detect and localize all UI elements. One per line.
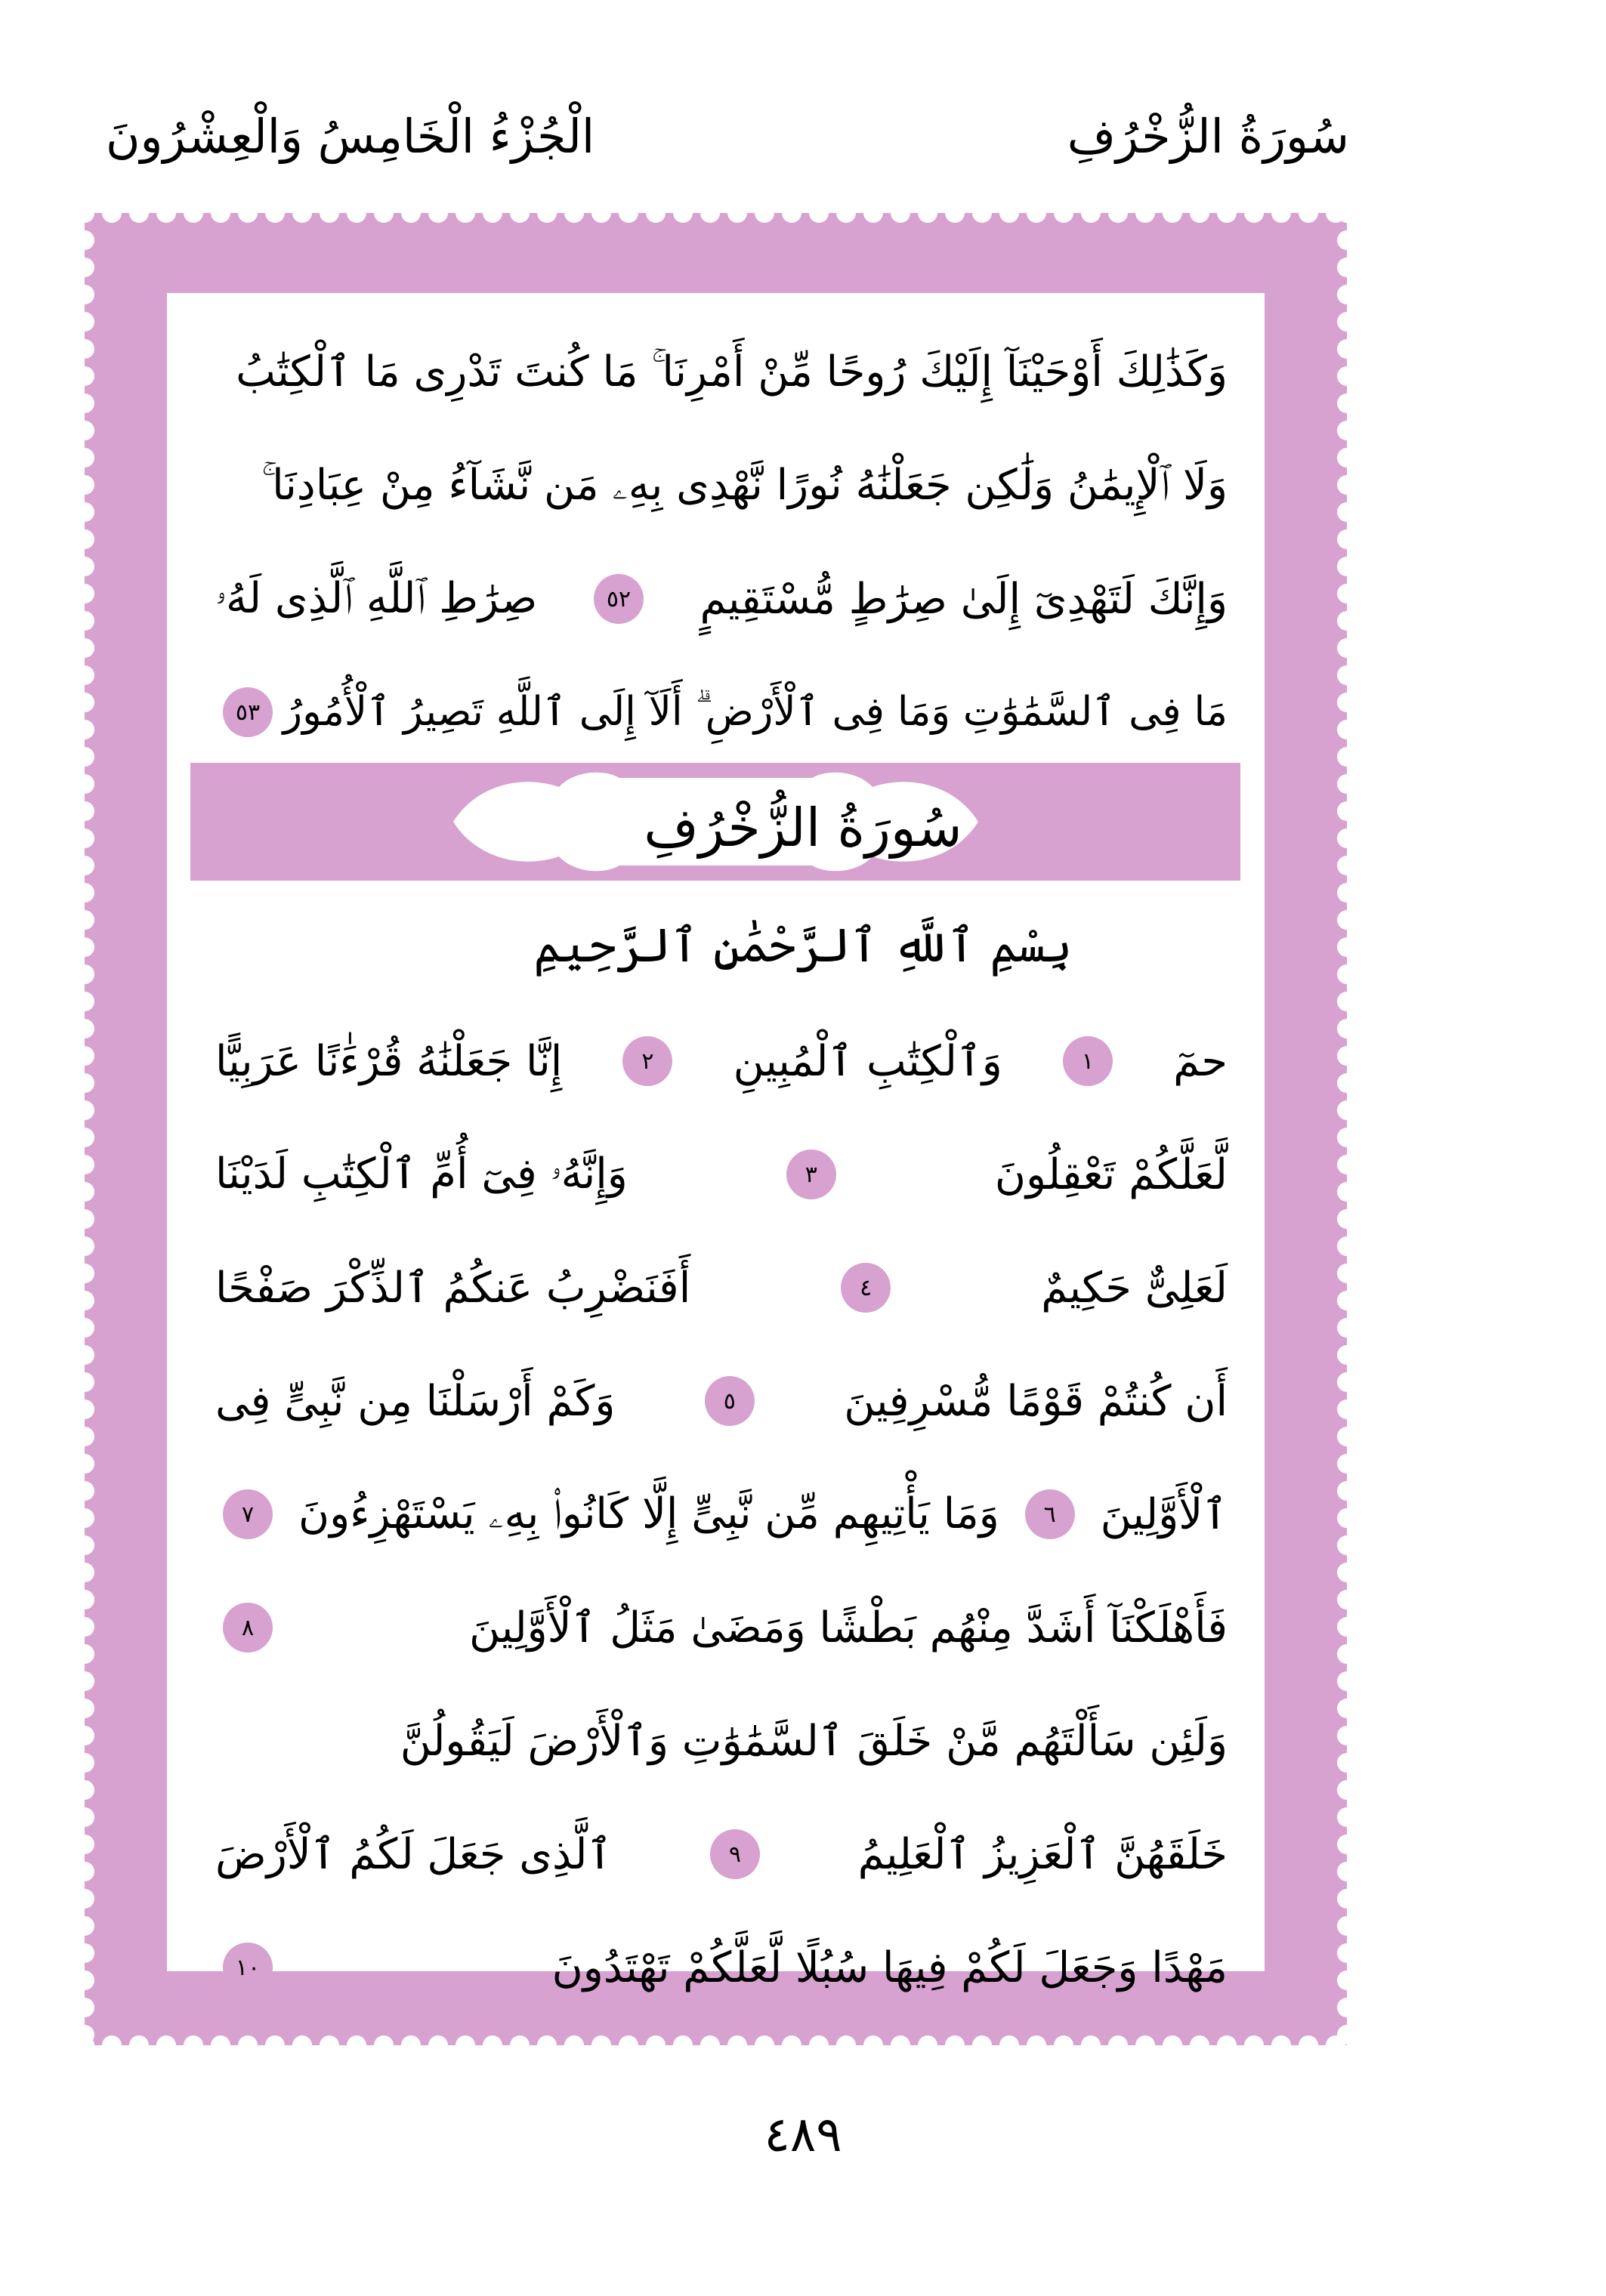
scallop-dot: [1337, 1073, 1356, 1093]
scallop-dot: [1337, 1291, 1356, 1310]
scallop-dot: [1337, 1508, 1356, 1528]
scallop-dot: [129, 204, 149, 223]
scallop-dot: [76, 1400, 94, 1419]
scallop-dot: [1081, 204, 1101, 223]
scallop-dot: [76, 1481, 94, 1501]
verse-text: ٱلْأَوَّلِينَ: [1100, 1489, 1228, 1539]
scallop-dot: [76, 883, 94, 903]
verse-line: [215, 1571, 1228, 1684]
verse-text: مَا فِى ٱلسَّمَٰوَٰتِ وَمَا فِى ٱلْأَرْضِ ۗ أَلَآ إِلَى ٱللَّهِ تَصِيرُ ٱلْأُمُورُ: [283, 689, 1228, 735]
scallop-dot: [1163, 2035, 1182, 2054]
scallop-dot: [564, 2035, 584, 2054]
verse-text: وَإِنَّكَ لَتَهْدِىٓ إِلَىٰ صِرَٰطٍ مُّسْتَقِيمٍ: [700, 574, 1228, 624]
scallop-dot: [1337, 1644, 1356, 1664]
scallop-dot: [156, 204, 176, 223]
scallop-dot: [483, 2035, 502, 2054]
scallop-dot: [1244, 204, 1264, 223]
scallop-dot: [1054, 204, 1073, 223]
scallop-dot: [809, 204, 829, 223]
scallop-dot: [891, 2035, 910, 2054]
verse-line: [215, 1344, 1228, 1458]
verse-text: أَفَنَضْرِبُ عَنكُمُ ٱلذِّكْرَ صَفْحًا: [215, 1263, 691, 1313]
scallop-dot: [265, 204, 285, 223]
scallop-dot: [537, 204, 557, 223]
scallop-dot: [863, 204, 883, 223]
scallop-dot: [1337, 747, 1356, 767]
scallop-dot: [755, 204, 774, 223]
verse-text: صِرَٰطِ ٱللَّهِ ٱلَّذِى لَهُۥ: [215, 574, 538, 623]
verse-text: وَمَا يَأْتِيهِم مِّن نَّبِىٍّ إِلَّا كَانُوا۟ بِهِۦ يَسْتَهْزِءُونَ: [298, 1489, 999, 1538]
scallop-dot: [265, 2035, 285, 2054]
verse-line: [215, 1458, 1228, 1571]
verse-text: خَلَقَهُنَّ ٱلْعَزِيزُ ٱلْعَلِيمُ: [857, 1829, 1228, 1879]
scallop-dot: [1337, 1481, 1356, 1501]
scallop-dot: [76, 1916, 94, 1936]
scallop-dot: [891, 204, 910, 223]
scallop-dot: [1337, 1753, 1356, 1773]
scallop-dot: [76, 1372, 94, 1392]
scallop-dot: [945, 204, 965, 223]
scallop-dot: [76, 992, 94, 1011]
scallop-dot: [1337, 230, 1356, 250]
scallop-dot: [347, 2035, 366, 2054]
scallop-dot: [972, 204, 992, 223]
scallop-dot: [76, 1644, 94, 1664]
scallop-dot: [456, 2035, 475, 2054]
scallop-dot: [1337, 1563, 1356, 1582]
scallop-dot: [102, 2035, 122, 2054]
scallop-dot: [564, 204, 584, 223]
scallop-dot: [374, 2035, 394, 2054]
scallop-dot: [836, 2035, 856, 2054]
scallop-dot: [1337, 1726, 1356, 1745]
scallop-dot: [1337, 611, 1356, 631]
scallop-dot: [1299, 2035, 1318, 2054]
scallop-dot: [238, 204, 258, 223]
scallop-dot: [76, 1970, 94, 1990]
scallop-dot: [1337, 502, 1356, 522]
scallop-dot: [1217, 204, 1237, 223]
scallop-dot: [1337, 1155, 1356, 1174]
scallop-dot: [1054, 2035, 1073, 2054]
scallop-dot: [76, 1073, 94, 1093]
scallop-dot: [1337, 1046, 1356, 1066]
verse-text: وَكَمْ أَرْسَلْنَا مِن نَّبِىٍّ فِى: [215, 1376, 616, 1426]
scallop-dot: [1337, 1943, 1356, 1963]
scallop-dot: [1337, 693, 1356, 712]
scallop-dot: [1337, 1970, 1356, 1990]
scallop-dot: [76, 1780, 94, 1800]
scallop-dot: [1337, 1998, 1356, 2017]
scallop-dot: [1337, 1535, 1356, 1555]
scallop-dot: [918, 204, 937, 223]
scallop-dot: [619, 204, 638, 223]
scallop-dot: [428, 2035, 448, 2054]
scallop-dot: [76, 475, 94, 495]
scallop-dot: [1337, 720, 1356, 739]
scallop-dot: [591, 2035, 611, 2054]
verse-text: إِنَّا جَعَلْنَٰهُ قُرْءَٰنًا عَرَبِيًّا: [215, 1036, 563, 1086]
verse-line: [215, 1231, 1228, 1344]
scallop-dot: [374, 204, 394, 223]
scallop-dot: [76, 529, 94, 549]
scallop-dot: [76, 1943, 94, 1963]
scallop-dot: [809, 2035, 829, 2054]
scallop-dot: [1337, 1671, 1356, 1691]
scallop-dot: [76, 1291, 94, 1310]
scallop-dot: [1337, 665, 1356, 685]
scallop-dot: [76, 448, 94, 468]
scallop-dot: [1337, 584, 1356, 603]
verse-line: [215, 656, 1228, 769]
scallop-dot: [510, 204, 530, 223]
scallop-dot: [76, 339, 94, 359]
scallop-dot: [76, 611, 94, 631]
verse-line: [215, 316, 1228, 429]
verse-text: وَإِنَّهُۥ فِىٓ أُمِّ ٱلْكِتَٰبِ لَدَيْنَا: [215, 1150, 628, 1199]
scallop-dot: [1337, 285, 1356, 304]
scallop-dot: [76, 1807, 94, 1827]
scallop-dot: [1337, 638, 1356, 658]
scallop-dot: [1271, 204, 1291, 223]
scallop-dot: [1108, 204, 1128, 223]
scallop-dot: [673, 204, 693, 223]
ayah-number-marker: ٤: [841, 1263, 891, 1313]
scallop-dot: [1337, 774, 1356, 794]
scallop-dot: [76, 1753, 94, 1773]
scallop-dot: [76, 1427, 94, 1446]
scallop-dot: [456, 204, 475, 223]
scallop-dot: [1271, 2035, 1291, 2054]
scallop-dot: [76, 1563, 94, 1582]
verse-text: مَهْدًا وَجَعَلَ لَكُمْ فِيهَا سُبُلًا لَّعَلَّكُمْ تَهْتَدُونَ: [551, 1943, 1228, 1992]
scallop-dot: [76, 1019, 94, 1038]
scallop-dot: [76, 502, 94, 522]
scallop-dot: [401, 2035, 421, 2054]
verse-text: لَعَلِىٌّ حَكِيمٌ: [1041, 1263, 1228, 1313]
scallop-dot: [1337, 1889, 1356, 1909]
verse-text: حمٓ: [1173, 1036, 1228, 1086]
scallop-dot: [755, 2035, 774, 2054]
scallop-dot: [1163, 204, 1182, 223]
ayah-number-marker: ٩: [710, 1829, 760, 1879]
scallop-dot: [1190, 204, 1209, 223]
scallop-dot: [1081, 2035, 1101, 2054]
scallop-dot: [76, 1671, 94, 1691]
scallop-dot: [76, 1726, 94, 1745]
scallop-dot: [76, 1046, 94, 1066]
scallop-dot: [76, 1264, 94, 1283]
header-juz-name: الْجُزْءُ الْخَامِسُ وَالْعِشْرُونَ: [106, 109, 595, 164]
scallop-dot: [782, 204, 801, 223]
verse-text: أَن كُنتُمْ قَوْمًا مُّسْرِفِينَ: [844, 1376, 1228, 1426]
ayah-number-marker: ٨: [223, 1603, 273, 1653]
scallop-dot: [918, 2035, 937, 2054]
scallop-dot: [1337, 1835, 1356, 1854]
scallop-dot: [537, 2035, 557, 2054]
scallop-dot: [76, 1535, 94, 1555]
verse-line: [215, 1118, 1228, 1231]
scallop-dot: [700, 2035, 720, 2054]
scallop-dot: [1337, 1916, 1356, 1936]
ayah-number-marker: ٧: [223, 1489, 273, 1539]
scallop-dot: [945, 2035, 965, 2054]
scallop-dot: [1337, 1182, 1356, 1202]
scallop-dot: [1337, 1427, 1356, 1446]
surah-title: سُورَةُ الزُّخْرُفِ: [644, 797, 962, 859]
scallop-dot: [1108, 2035, 1128, 2054]
verse-text: وَكَذَٰلِكَ أَوْحَيْنَآ إِلَيْكَ رُوحًا مِّنْ أَمْرِنَا ۚ مَا كُنتَ تَدْرِى مَا ٱلْكِتَٰبُ: [236, 347, 1228, 397]
scallop-dot: [999, 204, 1019, 223]
scallop-dot: [156, 2035, 176, 2054]
scallop-dot: [1337, 1209, 1356, 1229]
verse-text: وَلَا ٱلْإِيمَٰنُ وَلَٰكِن جَعَلْنَٰهُ نُورًا نَّهْدِى بِهِۦ مَن نَّشَآءُ مِنْ عِبَادِنَا ۚ: [261, 461, 1228, 510]
verse-text: فَأَهْلَكْنَآ أَشَدَّ مِنْهُم بَطْشًا وَمَضَىٰ مَثَلُ ٱلْأَوَّلِينَ: [469, 1603, 1228, 1653]
scallop-dot: [1135, 204, 1155, 223]
scallop-dot: [428, 204, 448, 223]
scallop-dot: [76, 693, 94, 712]
scallop-dot: [76, 1209, 94, 1229]
scallop-dot: [76, 285, 94, 304]
scallop-dot: [76, 1699, 94, 1718]
ayah-number-marker: ٦: [1025, 1489, 1075, 1539]
scallop-dot: [76, 1318, 94, 1338]
verse-text: ٱلَّذِى جَعَلَ لَكُمُ ٱلْأَرْضَ: [215, 1829, 613, 1879]
scallop-dot: [673, 2035, 693, 2054]
scallop-dot: [76, 258, 94, 277]
verse-line: [215, 1798, 1228, 1911]
scallop-dot: [76, 1862, 94, 1881]
scallop-dot: [1337, 883, 1356, 903]
scallop-dot: [1337, 1019, 1356, 1038]
scallop-dot: [1337, 1699, 1356, 1718]
scallop-dot: [619, 2035, 638, 2054]
ayah-number-marker: ١٠: [223, 1943, 273, 1992]
scallop-dot: [76, 1100, 94, 1120]
scallop-dot: [76, 393, 94, 413]
header-surah-name: سُورَةُ الزُّخْرُفِ: [1067, 109, 1349, 164]
scallop-dot: [646, 2035, 666, 2054]
scallop-dot: [76, 1590, 94, 1609]
scallop-dot: [1337, 529, 1356, 549]
scallop-dot: [211, 204, 230, 223]
scallop-dot: [292, 2035, 312, 2054]
ayah-number-marker: ٣: [786, 1150, 836, 1199]
scallop-dot: [1337, 1372, 1356, 1392]
scallop-dot: [1337, 1807, 1356, 1827]
scallop-dot: [1337, 1400, 1356, 1419]
scallop-dot: [76, 312, 94, 332]
scallop-dot: [1337, 258, 1356, 277]
scallop-dot: [510, 2035, 530, 2054]
scallop-dot: [76, 1889, 94, 1909]
scallop-dot: [76, 774, 94, 794]
ayah-number-marker: ٥: [705, 1376, 755, 1426]
scallop-dot: [76, 1454, 94, 1474]
scallop-dot: [863, 2035, 883, 2054]
scallop-dot: [76, 1998, 94, 2017]
verse-text: وَلَئِن سَأَلْتَهُم مَّنْ خَلَقَ ٱلسَّمَٰوَٰتِ وَٱلْأَرْضَ لَيَقُولُنَّ: [400, 1716, 1228, 1766]
scallop-dot: [727, 204, 747, 223]
verse-line: [215, 1684, 1228, 1798]
scallop-dot: [782, 2035, 801, 2054]
scallop-dot: [1337, 475, 1356, 495]
scallop-dot: [76, 1155, 94, 1174]
scallop-dot: [184, 204, 203, 223]
scallop-dot: [1337, 366, 1356, 386]
scallop-dot: [320, 204, 339, 223]
scallop-dot: [1244, 2035, 1264, 2054]
verse-line: [215, 429, 1228, 542]
scallop-dot: [483, 204, 502, 223]
scallop-dot: [1337, 312, 1356, 332]
scallop-dot: [76, 557, 94, 576]
scallop-dot: [1337, 393, 1356, 413]
scallop-dot: [1337, 448, 1356, 468]
scallop-dot: [836, 204, 856, 223]
scallop-dot: [76, 1182, 94, 1202]
scallop-dot: [1337, 557, 1356, 576]
scallop-dot: [76, 720, 94, 739]
scallop-dot: [1027, 204, 1046, 223]
scallop-dot: [1337, 1236, 1356, 1256]
scallop-dot: [1337, 1264, 1356, 1283]
scallop-dot: [102, 204, 122, 223]
scallop-dot: [211, 2035, 230, 2054]
scallop-dot: [76, 665, 94, 685]
scallop-dot: [238, 2035, 258, 2054]
scallop-dot: [76, 638, 94, 658]
scallop-dot: [1135, 2035, 1155, 2054]
scallop-dot: [76, 421, 94, 440]
scallop-dot: [76, 1345, 94, 1365]
scallop-dot: [184, 2035, 203, 2054]
ayah-number-marker: ٢: [622, 1036, 672, 1086]
scallop-dot: [292, 204, 312, 223]
verse-text: وَٱلْكِتَٰبِ ٱلْمُبِينِ: [733, 1036, 1002, 1086]
scallop-dot: [1337, 1100, 1356, 1120]
scallop-dot: [347, 204, 366, 223]
scallop-dot: [76, 366, 94, 386]
scallop-dot: [1337, 1454, 1356, 1474]
scallop-dot: [646, 204, 666, 223]
scallop-dot: [1337, 1590, 1356, 1609]
scallop-dot: [1299, 204, 1318, 223]
scallop-dot: [999, 2035, 1019, 2054]
scallop-dot: [727, 2035, 747, 2054]
scallop-dot: [1337, 1617, 1356, 1637]
scallop-dot: [1337, 1780, 1356, 1800]
scallop-dot: [1337, 339, 1356, 359]
scallop-dot: [129, 2035, 149, 2054]
scallop-dot: [1217, 2035, 1237, 2054]
ayah-number-marker: ١: [1063, 1036, 1113, 1086]
scallop-dot: [76, 1508, 94, 1528]
scallop-dot: [1337, 992, 1356, 1011]
scallop-dot: [76, 230, 94, 250]
scallop-dot: [76, 1617, 94, 1637]
top-verse-block: [215, 316, 1228, 769]
verse-line: [215, 542, 1228, 656]
scallop-dot: [1337, 1345, 1356, 1365]
scallop-dot: [76, 1835, 94, 1854]
scallop-dot: [320, 2035, 339, 2054]
verse-line: [215, 1911, 1228, 2024]
scallop-dot: [1337, 1128, 1356, 1147]
scallop-dot: [76, 2025, 94, 2044]
scallop-dot: [401, 204, 421, 223]
scallop-dot: [76, 747, 94, 767]
page-number: ٤٨٩: [764, 2107, 842, 2163]
scallop-dot: [1337, 421, 1356, 440]
scallop-dot: [700, 204, 720, 223]
scallop-dot: [1337, 1862, 1356, 1881]
scallop-dot: [1190, 2035, 1209, 2054]
scallop-dot: [1337, 2025, 1356, 2044]
scallop-dot: [76, 1128, 94, 1147]
verse-text: لَّعَلَّكُمْ تَعْقِلُونَ: [994, 1150, 1228, 1199]
scallop-dot: [1337, 1318, 1356, 1338]
scallop-dot: [1027, 2035, 1046, 2054]
scallop-dot: [591, 204, 611, 223]
scallop-dot: [972, 2035, 992, 2054]
scallop-dot: [76, 584, 94, 603]
scallop-dot: [76, 1236, 94, 1256]
ayah-number-marker: ٥٣: [223, 687, 273, 737]
verse-line: [215, 1004, 1228, 1118]
bottom-verse-block: [215, 1004, 1228, 2024]
ayah-number-marker: ٥٢: [594, 574, 644, 624]
basmala: بِسْمِ ٱللَّهِ ٱلرَّحْمَٰنِ ٱلرَّحِيمِ: [533, 918, 1073, 973]
